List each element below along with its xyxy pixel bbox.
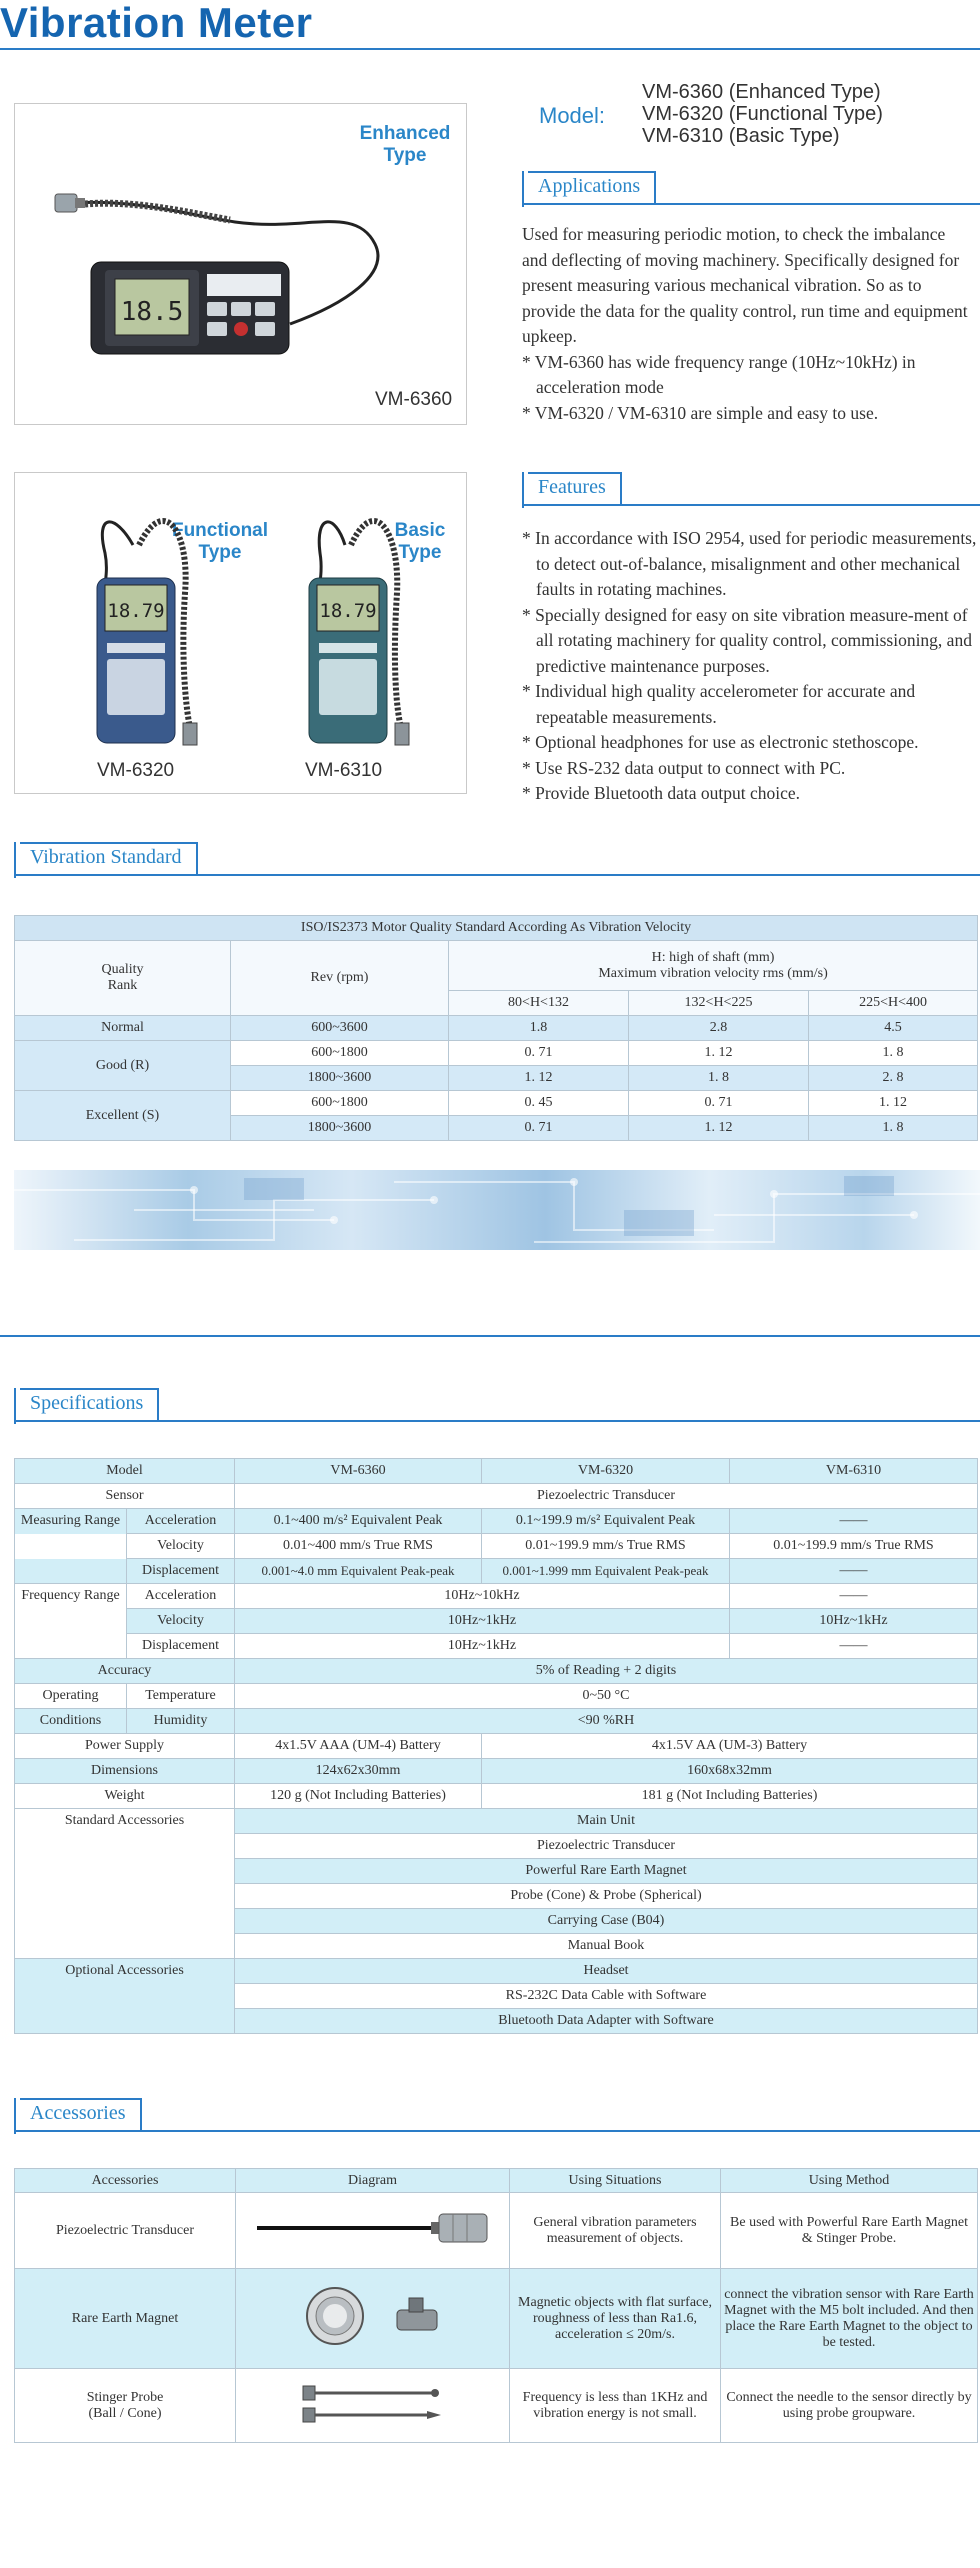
- table-cell: 0. 71: [449, 1041, 629, 1066]
- list-item: Manual Book: [235, 1934, 978, 1959]
- table-cell: 0.1~400 m/s² Equivalent Peak: [235, 1509, 482, 1534]
- features-heading-tab: [522, 472, 980, 502]
- accessories-heading: Accessories: [20, 2098, 142, 2130]
- table-cell: [15, 1534, 127, 1559]
- table-row: [15, 2193, 978, 2269]
- features-bullet-3: * Individual high quality accelerometer for accurate and repeatable measurements.: [522, 681, 916, 727]
- spec-col-vm6310: VM-6310: [730, 1459, 978, 1484]
- vibration-standard-caption: ISO/IS2373 Motor Quality Standard According As Vibration Velocity: [15, 916, 978, 941]
- page-title: Vibration Meter: [0, 0, 313, 46]
- table-row: [15, 1016, 978, 1041]
- applications-heading: Applications: [528, 171, 656, 203]
- table-cell: 1. 12: [809, 1091, 978, 1116]
- spec-frequency-range-label: Frequency Range: [15, 1584, 127, 1609]
- features-bullet-1: * In accordance with ISO 2954, used for periodic measurements, to detect out-of-balance, misalignment and other mechanical faults in rotating machines.: [522, 528, 977, 599]
- table-cell: ——: [730, 1584, 978, 1609]
- spec-sub-label: Displacement: [127, 1559, 235, 1584]
- transducer-diagram: [236, 2193, 510, 2269]
- spec-optional-accessories-label: Optional Accessories: [15, 1959, 235, 1984]
- table-cell: [15, 1559, 127, 1584]
- table-cell: 0. 71: [449, 1116, 629, 1141]
- table-cell: [15, 1909, 235, 1934]
- table-cell: 10Hz~1kHz: [235, 1609, 730, 1634]
- table-cell: ——: [730, 1559, 978, 1584]
- vm6320-vm6310-device-image: [15, 473, 468, 795]
- spec-col-vm6360: VM-6360: [235, 1459, 482, 1484]
- spec-sensor-label: Sensor: [15, 1484, 235, 1509]
- table-cell: 2. 8: [809, 1066, 978, 1091]
- features-bullet-6: * Provide Bluetooth data output choice.: [522, 783, 801, 803]
- spec-weight-label: Weight: [15, 1784, 235, 1809]
- spec-temperature-value: 0~50 °C: [235, 1684, 978, 1709]
- table-cell: 10Hz~10kHz: [235, 1584, 730, 1609]
- table-cell: 1. 12: [629, 1116, 809, 1141]
- list-item: Powerful Rare Earth Magnet: [235, 1859, 978, 1884]
- spec-standard-accessories-label: Standard Accessories: [15, 1809, 235, 1834]
- enhanced-type-label: Enhanced Type: [359, 123, 451, 166]
- table-cell: connect the vibration sensor with Rare Earth Magnet with the M5 bolt included. And then place the Rare Earth Magnet to the object to be tested.: [721, 2269, 978, 2369]
- table-cell: 1800~3600: [231, 1066, 449, 1091]
- table-cell: Magnetic objects with flat surface, roughness of less than Ra1.6, acceleration ≤ 20m/s.: [510, 2269, 721, 2369]
- table-row: [15, 2269, 978, 2369]
- range-3: 225<H<400: [809, 991, 978, 1016]
- model-line-6310: VM-6310 (Basic Type): [642, 125, 840, 147]
- table-cell: 160x68x32mm: [482, 1759, 978, 1784]
- stinger-probe-diagram: [236, 2369, 510, 2443]
- spec-accuracy-value: 5% of Reading + 2 digits: [235, 1659, 978, 1684]
- vibration-standard-heading: Vibration Standard: [20, 842, 198, 874]
- table-cell: 0.01~400 mm/s True RMS: [235, 1534, 482, 1559]
- model-list-label: Model:: [539, 103, 606, 128]
- table-cell: Frequency is less than 1KHz and vibration energy is not small.: [510, 2369, 721, 2443]
- model-line-6320: VM-6320 (Functional Type): [642, 103, 883, 125]
- range-1: 80<H<132: [449, 991, 629, 1016]
- table-cell: General vibration parameters measurement of objects.: [510, 2193, 721, 2269]
- stinger-probe-icon: [293, 2378, 453, 2428]
- applications-heading-tab: [522, 171, 980, 201]
- col-shaft-height-label: H: high of shaft (mm): [651, 949, 775, 965]
- acc-header-diagram: Diagram: [236, 2169, 510, 2193]
- vm6320-display-reading: 18.79: [107, 600, 165, 622]
- spec-sensor-value: Piezoelectric Transducer: [235, 1484, 978, 1509]
- list-item: RS-232C Data Cable with Software: [235, 1984, 978, 2009]
- acc-header-accessories: Accessories: [15, 2169, 236, 2193]
- acc-name-transducer: Piezoelectric Transducer: [15, 2193, 236, 2269]
- applications-bullet-2: * VM-6320 / VM-6310 are simple and easy to use.: [522, 402, 879, 423]
- table-cell: 124x62x30mm: [235, 1759, 482, 1784]
- table-cell: [15, 1834, 235, 1859]
- features-heading: Features: [528, 472, 622, 504]
- spec-sub-label: Displacement: [127, 1634, 235, 1659]
- header-rule: [0, 48, 980, 50]
- table-cell: [15, 2009, 235, 2034]
- spec-operating-label: Operating: [15, 1684, 127, 1709]
- section-rule: [0, 1335, 980, 1337]
- acc-header-situations: Using Situations: [510, 2169, 721, 2193]
- list-item: Main Unit: [235, 1809, 978, 1834]
- table-cell: 1.8: [449, 1016, 629, 1041]
- table-cell: [15, 1859, 235, 1884]
- spec-humidity-value: <90 %RH: [235, 1709, 978, 1734]
- table-cell: 1. 12: [629, 1041, 809, 1066]
- table-row: [15, 2369, 978, 2443]
- acc-header-method: Using Method: [721, 2169, 978, 2193]
- table-cell: 4x1.5V AA (UM-3) Battery: [482, 1734, 978, 1759]
- applications-text: [522, 222, 974, 426]
- spec-sub-label: Acceleration: [127, 1584, 235, 1609]
- table-cell: 4.5: [809, 1016, 978, 1041]
- col-shaft-height: [449, 941, 978, 991]
- table-cell: [15, 1609, 127, 1634]
- spec-sub-label: Velocity: [127, 1609, 235, 1634]
- list-item: Piezoelectric Transducer: [235, 1834, 978, 1859]
- rank-good: Good (R): [15, 1041, 231, 1091]
- table-cell: 1. 8: [809, 1116, 978, 1141]
- specifications-heading: Specifications: [20, 1388, 159, 1420]
- table-cell: ——: [730, 1509, 978, 1534]
- list-item: Probe (Cone) & Probe (Spherical): [235, 1884, 978, 1909]
- col-quality-rank: Quality Rank: [15, 941, 231, 1016]
- table-cell: [15, 1934, 235, 1959]
- model-line-6360: VM-6360 (Enhanced Type): [642, 81, 881, 103]
- basic-type-label: Basic Type: [394, 520, 446, 563]
- table-cell: [15, 1634, 127, 1659]
- list-item: Carrying Case (B04): [235, 1909, 978, 1934]
- rank-excellent: Excellent (S): [15, 1091, 231, 1141]
- vm6310-display-reading: 18.79: [319, 600, 377, 622]
- features-list: [522, 526, 978, 807]
- range-2: 132<H<225: [629, 991, 809, 1016]
- applications-paragraph: Used for measuring periodic motion, to check the imbalance and deflecting of moving machinery. Specifically designed for present measuring various mechanical vibration. So as to provide the data for the quality control, run time and equipment upkeep.: [522, 224, 968, 346]
- table-cell: 10Hz~1kHz: [730, 1609, 978, 1634]
- acc-name-magnet: Rare Earth Magnet: [15, 2269, 236, 2369]
- magnet-diagram: [236, 2269, 510, 2369]
- table-cell: 120 g (Not Including Batteries): [235, 1784, 482, 1809]
- table-cell: 600~3600: [231, 1016, 449, 1041]
- accessories-table: [14, 2168, 978, 2443]
- features-bullet-2: * Specially designed for easy on site vibration measure-ment of all rotating machinery for quality control, commissioning, and predictive maintenance purposes.: [522, 604, 972, 676]
- list-item: Bluetooth Data Adapter with Software: [235, 2009, 978, 2034]
- product-box-enhanced: [14, 103, 467, 425]
- table-cell: 0.1~199.9 m/s² Equivalent Peak: [482, 1509, 730, 1534]
- table-cell: 4x1.5V AAA (UM-4) Battery: [235, 1734, 482, 1759]
- applications-bullet-1: * VM-6360 has wide frequency range (10Hz~10kHz) in acceleration mode: [522, 351, 916, 397]
- spec-sub-label: Temperature: [127, 1684, 235, 1709]
- model-list: [642, 81, 883, 147]
- table-cell: 600~1800: [231, 1091, 449, 1116]
- circuit-pattern: [14, 1170, 980, 1250]
- spec-conditions-label: Conditions: [15, 1709, 127, 1734]
- list-item: Headset: [235, 1959, 978, 1984]
- accessories-heading-tab: [14, 2098, 980, 2128]
- enhanced-model-label: VM-6360: [375, 389, 453, 410]
- specifications-table: [14, 1458, 978, 2034]
- col-rev: Rev (rpm): [231, 941, 449, 1016]
- table-cell: 0.01~199.9 mm/s True RMS: [730, 1534, 978, 1559]
- table-cell: 600~1800: [231, 1041, 449, 1066]
- table-cell: 1. 8: [809, 1041, 978, 1066]
- table-cell: 0.001~1.999 mm Equivalent Peak-peak: [482, 1559, 730, 1584]
- spec-dimensions-label: Dimensions: [15, 1759, 235, 1784]
- basic-model-label: VM-6310: [305, 760, 383, 781]
- table-cell: 2.8: [629, 1016, 809, 1041]
- spec-measuring-range-label: Measuring Range: [15, 1509, 127, 1534]
- table-cell: 1. 12: [449, 1066, 629, 1091]
- spec-model-header: Model: [15, 1459, 235, 1484]
- col-max-velocity-label: Maximum vibration velocity rms (mm/s): [598, 965, 828, 981]
- vm6360-display-reading: 18.5: [120, 297, 184, 327]
- rank-normal: Normal: [15, 1016, 231, 1041]
- acc-name-stinger-probe: Stinger Probe (Ball / Cone): [15, 2369, 236, 2443]
- table-cell: Connect the needle to the sensor directly by using probe groupware.: [721, 2369, 978, 2443]
- spec-sub-label: Acceleration: [127, 1509, 235, 1534]
- functional-type-label: Functional Type: [171, 520, 269, 563]
- spec-power-label: Power Supply: [15, 1734, 235, 1759]
- magnet-icon: [273, 2284, 473, 2348]
- table-cell: 1. 8: [629, 1066, 809, 1091]
- table-cell: ——: [730, 1634, 978, 1659]
- table-cell: 10Hz~1kHz: [235, 1634, 730, 1659]
- table-cell: [15, 1984, 235, 2009]
- table-cell: 0. 71: [629, 1091, 809, 1116]
- table-row: [15, 1091, 978, 1116]
- functional-model-label: VM-6320: [97, 760, 175, 781]
- table-cell: [15, 1884, 235, 1909]
- table-cell: Be used with Powerful Rare Earth Magnet & Stinger Probe.: [721, 2193, 978, 2269]
- specifications-heading-tab: [14, 1388, 980, 1418]
- vibration-standard-heading-tab: [14, 842, 980, 872]
- features-bullet-5: * Use RS-232 data output to connect with PC.: [522, 757, 846, 778]
- spec-sub-label: Humidity: [127, 1709, 235, 1734]
- table-cell: 181 g (Not Including Batteries): [482, 1784, 978, 1809]
- table-cell: 1800~3600: [231, 1116, 449, 1141]
- transducer-icon: [253, 2208, 493, 2248]
- circuit-banner-image: [14, 1170, 980, 1250]
- vm6360-device-image: [15, 104, 468, 426]
- table-row: [15, 1041, 978, 1066]
- table-cell: 0.01~199.9 mm/s True RMS: [482, 1534, 730, 1559]
- spec-col-vm6320: VM-6320: [482, 1459, 730, 1484]
- table-cell: 0.001~4.0 mm Equivalent Peak-peak: [235, 1559, 482, 1584]
- spec-sub-label: Velocity: [127, 1534, 235, 1559]
- vibration-standard-table: [14, 915, 978, 1141]
- spec-accuracy-label: Accuracy: [15, 1659, 235, 1684]
- table-cell: 0. 45: [449, 1091, 629, 1116]
- product-box-functional-basic: [14, 472, 467, 794]
- features-bullet-4: * Optional headphones for use as electronic stethoscope.: [522, 732, 919, 752]
